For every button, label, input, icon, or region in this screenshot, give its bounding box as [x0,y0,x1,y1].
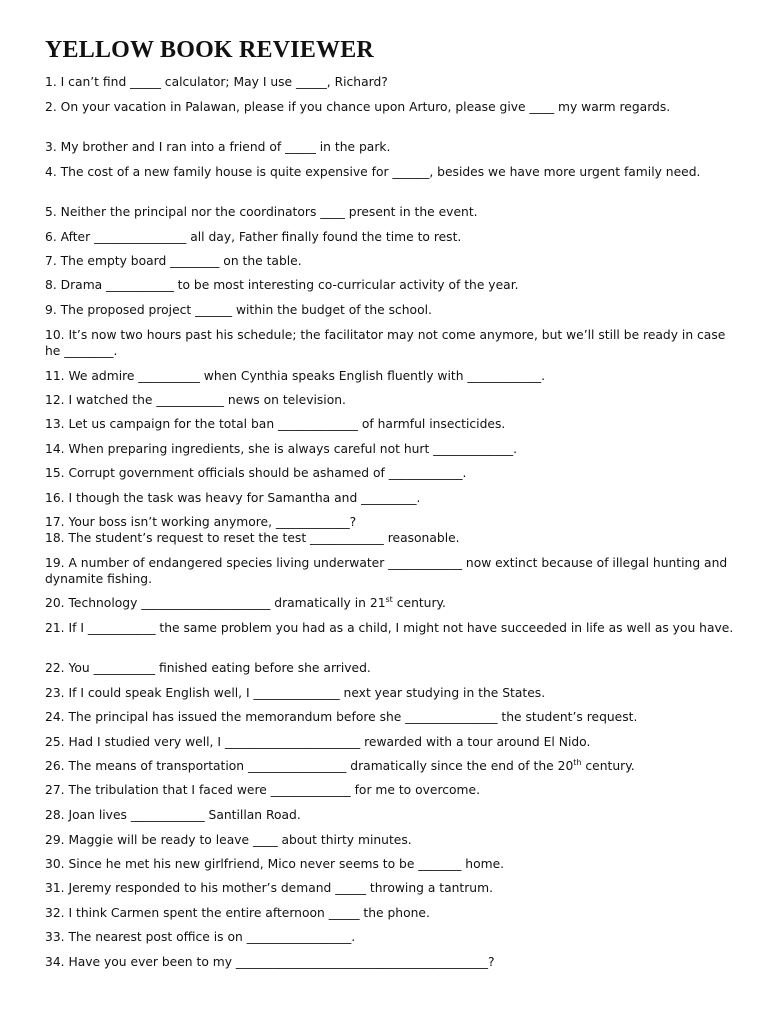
question-6: 6. After _______________ all day, Father finally found the time to rest. [45,230,462,244]
question-25: 25. Had I studied very well, I ______________________ rewarded with a tour around El Nido. [45,735,591,749]
question-22: 22. You __________ finished eating before she arrived. [45,661,371,675]
question-20-ordinal-suffix: st [385,594,393,604]
question-1: 1. I can’t find _____ calculator; May I use _____, Richard? [45,75,388,89]
question-16: 16. I though the task was heavy for Samantha and _________. [45,491,421,505]
question-31: 31. Jeremy responded to his mother’s demand _____ throwing a tantrum. [45,881,493,895]
question-20-text: 20. Technology _____________________ dramatically in 21 [45,596,386,610]
question-26-text-end: century. [581,759,635,773]
question-30: 30. Since he met his new girlfriend, Mico never seems to be _______ home. [45,857,505,871]
question-8: 8. Drama ___________ to be most interesting co-curricular activity of the year. [45,278,519,292]
question-5: 5. Neither the principal nor the coordinators ____ present in the event. [45,205,478,219]
question-9: 9. The proposed project ______ within the budget of the school. [45,303,432,317]
question-14: 14. When preparing ingredients, she is always careful not hurt _____________. [45,442,518,456]
question-10: 10. It’s now two hours past his schedule; the facilitator may not come anymore, but we’ll still be ready in case he ________. [45,328,726,358]
question-34: 34. Have you ever been to my _________________________________________? [45,955,495,969]
question-29: 29. Maggie will be ready to leave ____ about thirty minutes. [45,833,412,847]
question-21: 21. If I ___________ the same problem you had as a child, I might not have succeeded in life as well as you have. [45,621,734,635]
question-13: 13. Let us campaign for the total ban _____________ of harmful insecticides. [45,417,506,431]
question-20-text-end: century. [392,596,446,610]
question-28: 28. Joan lives ____________ Santillan Road. [45,808,301,822]
question-2: 2. On your vacation in Palawan, please if you chance upon Arturo, please give ____ my warm regards. [45,100,671,114]
question-17: 17. Your boss isn’t working anymore, ____________? [45,515,357,529]
question-24: 24. The principal has issued the memorandum before she _______________ the student’s request. [45,710,638,724]
question-26 [45,758,735,774]
question-26-ordinal-suffix: th [573,757,582,767]
question-19: 19. A number of endangered species living underwater ____________ now extinct because of illegal hunting and dynamite fishing. [45,556,728,586]
question-32: 32. I think Carmen spent the entire afternoon _____ the phone. [45,906,430,920]
question-15: 15. Corrupt government officials should be ashamed of ____________. [45,466,467,480]
question-18: 18. The student’s request to reset the test ____________ reasonable. [45,531,460,545]
question-23: 23. If I could speak English well, I ______________ next year studying in the States. [45,686,546,700]
question-11: 11. We admire __________ when Cynthia speaks English fluently with ____________. [45,369,546,383]
question-20 [45,595,735,611]
page-title: YELLOW BOOK REVIEWER [45,37,374,63]
question-12: 12. I watched the ___________ news on television. [45,393,346,407]
question-33: 33. The nearest post office is on _________________. [45,930,356,944]
question-7: 7. The empty board ________ on the table. [45,254,302,268]
question-4: 4. The cost of a new family house is quite expensive for ______, besides we have more urgent family need. [45,165,701,179]
question-26-text: 26. The means of transportation ________________ dramatically since the end of the 20 [45,759,574,773]
question-3: 3. My brother and I ran into a friend of _____ in the park. [45,140,391,154]
question-27: 27. The tribulation that I faced were _____________ for me to overcome. [45,783,481,797]
